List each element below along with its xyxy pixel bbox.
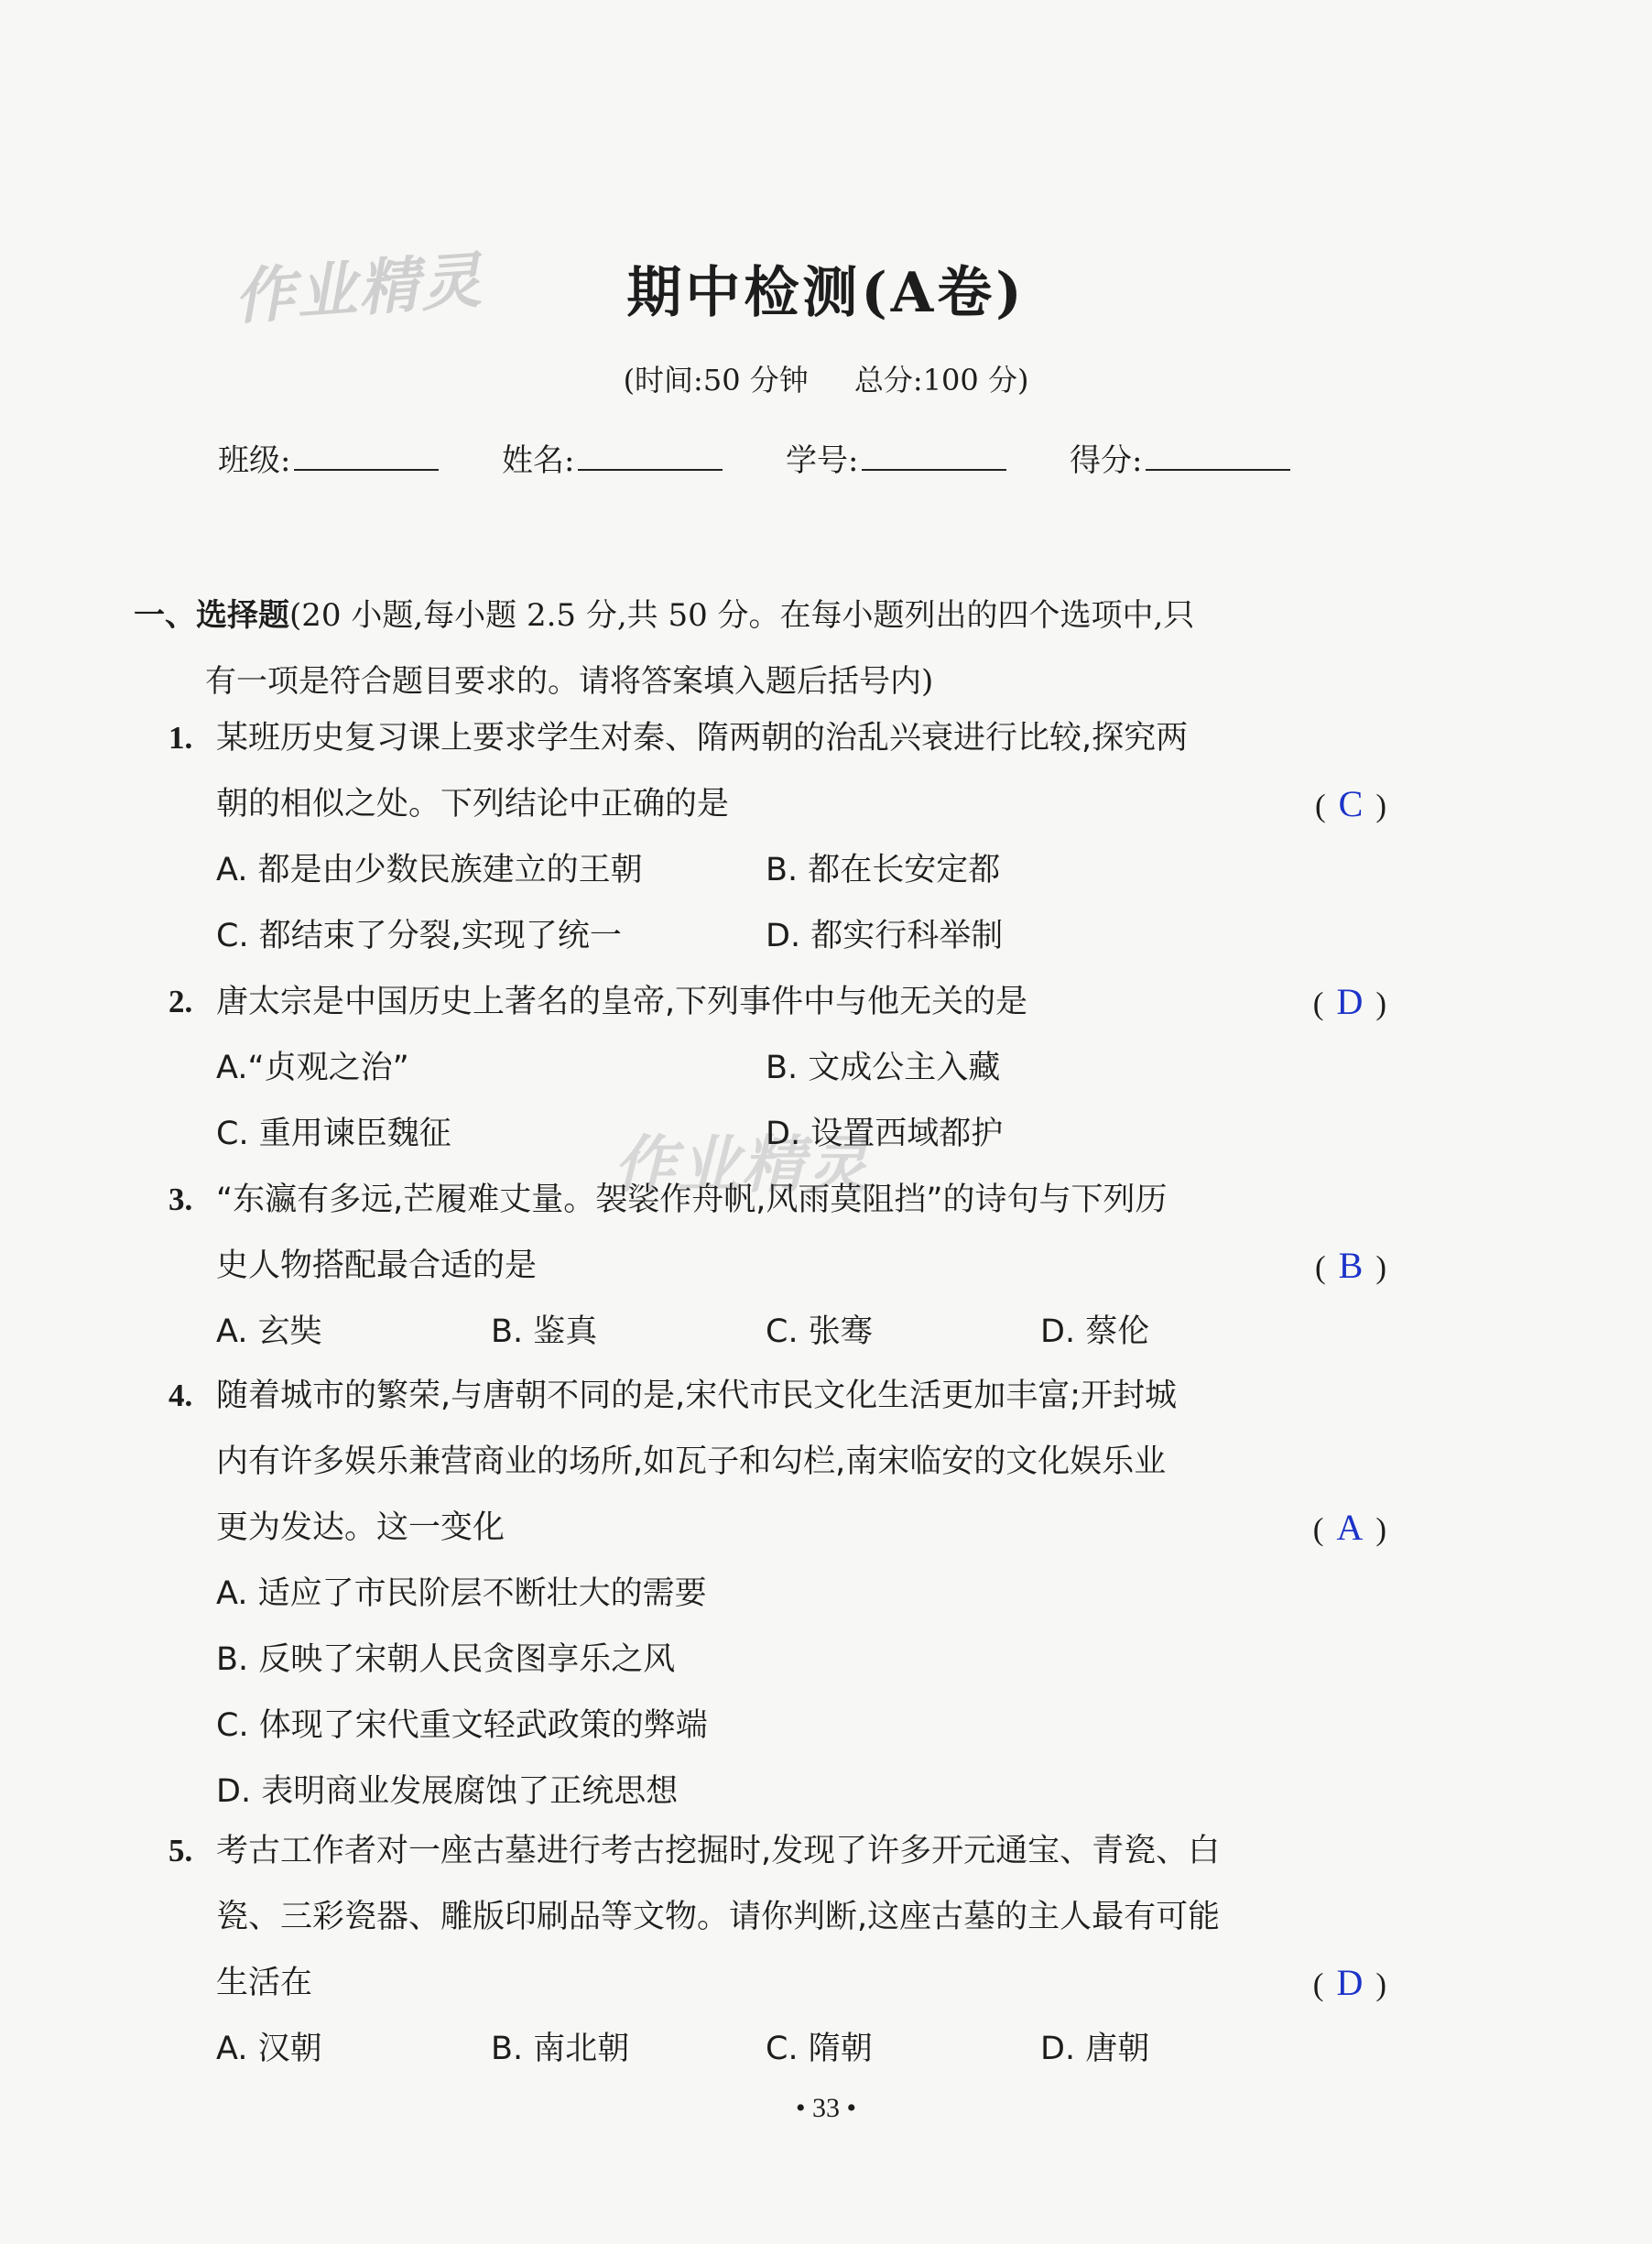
question-4 xyxy=(168,1363,1386,1825)
answer-value: D xyxy=(1336,981,1364,1022)
student-number-blank[interactable] xyxy=(862,441,1006,471)
option-c[interactable]: C. 张骞 xyxy=(766,1313,873,1350)
answer-bracket: ( B ) xyxy=(1315,1245,1386,1286)
option-d[interactable]: D. 设置西域都护 xyxy=(766,1116,1004,1152)
question-stem: 考古工作者对一座古墓进行考古挖掘时,发现了许多开元通宝、青瓷、白 xyxy=(216,1833,1221,1869)
option-a[interactable]: A. 适应了市民阶层不断壮大的需要 xyxy=(216,1575,707,1612)
section-desc-1: (20 小题,每小题 2.5 分,共 50 分。在每小题列出的四个选项中,只 xyxy=(289,597,1195,634)
options-row xyxy=(216,1101,1386,1167)
question-stem: 内有许多娱乐兼营商业的场所,如瓦子和勾栏,南宋临安的文化娱乐业 xyxy=(216,1443,1167,1480)
option-a[interactable]: A. 都是由少数民族建立的王朝 xyxy=(216,852,643,888)
total-score: 总分:100 分) xyxy=(853,363,1029,398)
question-3 xyxy=(168,1167,1386,1365)
question-2 xyxy=(168,969,1386,1167)
option-a[interactable]: A. 玄奘 xyxy=(216,1313,322,1350)
option-d[interactable]: D. 都实行科举制 xyxy=(766,918,1004,954)
answer-bracket: ( A ) xyxy=(1312,1507,1386,1548)
question-5 xyxy=(168,1818,1386,2082)
options-row xyxy=(216,1561,1386,1627)
question-stem: “东瀛有多远,芒履难丈量。袈裟作舟帆,风雨莫阻挡”的诗句与下列历 xyxy=(216,1182,1168,1218)
time-limit: (时间:50 分钟 xyxy=(623,363,809,398)
question-stem: 随着城市的繁荣,与唐朝不同的是,宋代市民文化生活更加丰富;开封城 xyxy=(216,1378,1178,1414)
answer-value: D xyxy=(1336,1962,1364,2003)
option-b[interactable]: B. 都在长安定都 xyxy=(766,852,1001,888)
question-number: 1. xyxy=(168,720,193,756)
class-field[interactable]: 班级: xyxy=(218,435,439,480)
section-header xyxy=(134,583,1397,714)
question-stem: 某班历史复习课上要求学生对秦、隋两朝的治乱兴衰进行比较,探究两 xyxy=(216,720,1189,757)
class-blank[interactable] xyxy=(294,441,439,471)
section-desc-2: 有一项是符合题目要求的。请将答案填入题后括号内) xyxy=(205,663,934,700)
answer-value: A xyxy=(1336,1507,1364,1548)
question-stem: 更为发达。这一变化 xyxy=(216,1509,505,1546)
question-number: 5. xyxy=(168,1833,193,1868)
answer-value: B xyxy=(1338,1245,1364,1286)
option-d[interactable]: D. 唐朝 xyxy=(1040,2031,1150,2067)
option-a[interactable]: A.“贞观之治” xyxy=(216,1050,409,1086)
question-stem: 生活在 xyxy=(216,1965,313,2001)
question-stem: 朝的相似之处。下列结论中正确的是 xyxy=(216,786,730,822)
option-b[interactable]: B. 鉴真 xyxy=(491,1313,598,1350)
page-number: • 33 • xyxy=(795,2093,856,2123)
answer-bracket: ( D ) xyxy=(1312,981,1386,1022)
score-field[interactable]: 得分: xyxy=(1070,435,1290,480)
answer-bracket: ( D ) xyxy=(1312,1962,1386,2003)
option-d[interactable]: D. 蔡伦 xyxy=(1040,1313,1150,1350)
watermark-top: 作业精灵 xyxy=(232,245,485,333)
page-title: 期中检测(A卷) xyxy=(626,261,1026,325)
options-row xyxy=(216,1759,1386,1825)
option-c[interactable]: C. 都结束了分裂,实现了统一 xyxy=(216,918,622,954)
question-number: 3. xyxy=(168,1182,193,1217)
options-row xyxy=(216,1627,1386,1693)
option-d[interactable]: D. 表明商业发展腐蚀了正统思想 xyxy=(216,1773,679,1810)
answer-bracket: ( C ) xyxy=(1315,783,1386,824)
question-stem: 史人物搭配最合适的是 xyxy=(216,1247,538,1284)
options-row xyxy=(216,1035,1386,1101)
score-blank[interactable] xyxy=(1146,441,1290,471)
question-stem: 瓷、三彩瓷器、雕版印刷品等文物。请你判断,这座古墓的主人最有可能 xyxy=(216,1899,1221,1935)
student-number-field[interactable]: 学号: xyxy=(786,435,1006,480)
watermark-middle: 作业精灵 xyxy=(614,1129,871,1202)
name-field[interactable]: 姓名: xyxy=(502,435,723,480)
option-b[interactable]: B. 反映了宋朝人民贪图享乐之风 xyxy=(216,1641,676,1678)
question-number: 4. xyxy=(168,1378,193,1413)
option-c[interactable]: C. 重用谏臣魏征 xyxy=(216,1116,451,1152)
options-row xyxy=(216,837,1386,903)
exam-meta xyxy=(0,357,1652,399)
options-row xyxy=(216,1693,1386,1759)
option-b[interactable]: B. 文成公主入藏 xyxy=(766,1050,1001,1086)
name-blank[interactable] xyxy=(578,441,723,471)
options-row xyxy=(216,2016,1386,2082)
answer-value: C xyxy=(1338,783,1364,824)
option-c[interactable]: C. 隋朝 xyxy=(766,2031,873,2067)
question-number: 2. xyxy=(168,984,193,1019)
option-c[interactable]: C. 体现了宋代重文轻武政策的弊端 xyxy=(216,1707,708,1744)
section-title: 一、选择题 xyxy=(134,597,289,634)
options-row xyxy=(216,1299,1386,1365)
option-a[interactable]: A. 汉朝 xyxy=(216,2031,322,2067)
question-1 xyxy=(168,705,1386,969)
option-b[interactable]: B. 南北朝 xyxy=(491,2031,630,2067)
question-stem: 唐太宗是中国历史上著名的皇帝,下列事件中与他无关的是 xyxy=(216,984,1028,1020)
options-row xyxy=(216,903,1386,969)
